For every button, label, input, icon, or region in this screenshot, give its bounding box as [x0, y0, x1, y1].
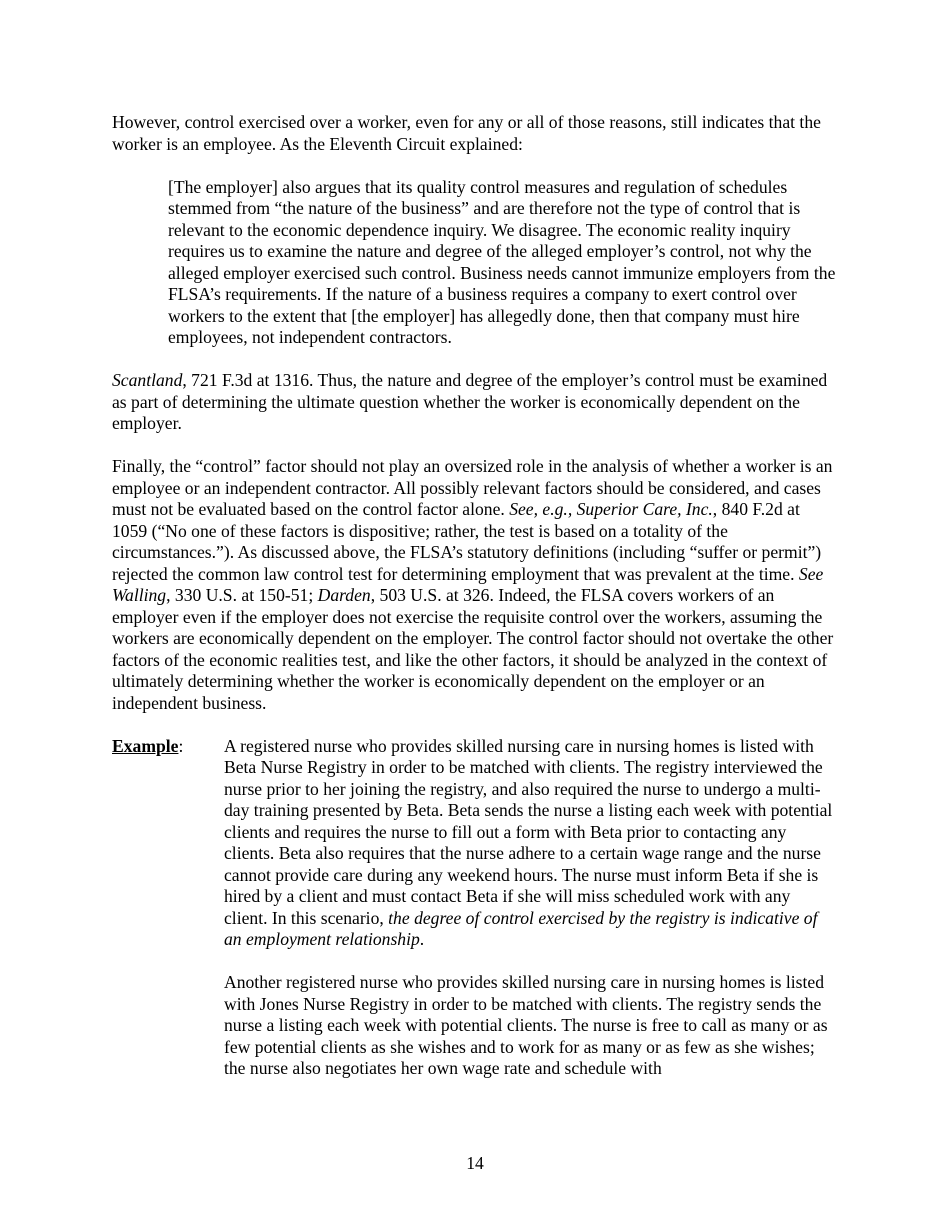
control-factor-text-d: , 503 U.S. at 326. Indeed, the FLSA covers workers of an employer even if the employer does not exercise the requisite control over the workers, assuming the workers are economically dependent on the employer. The control factor should not overtake the other factors of the economic realities test, and like the other factors, it should be analyzed in the context of ultimately determining whether the worker is economically dependent on the employer or an independent business.: [112, 585, 834, 713]
document-page: [112, 112, 838, 1101]
example-beta-text: A registered nurse who provides skilled nursing care in nursing homes is listed with Beta Nurse Registry in order to be matched with clients. The registry interviewed the nurse prior to her joining the registry, and also required the nurse to undergo a multi-day training presented by Beta. Beta sends the nurse a listing each week with potential clients and requires the nurse to fill out a form with Beta prior to contacting any clients. Beta also requires that the nurse adhere to a certain wage range and the nurse cannot provide care during any weekend hours. The nurse must inform Beta if she is hired by a client and must contact Beta if she will miss scheduled work with any client. In this scenario,: [224, 735, 833, 928]
control-factor-text-a: Finally, the “control” factor should not play an oversized role in the analysis of whether a worker is an employee or an independent contractor. All possibly relevant factors should be considered, and cases must not be evaluated based on the control factor alone.: [112, 456, 833, 519]
paragraph-scantland-text: , 721 F.3d at 1316. Thus, the nature and degree of the employer’s control must be examined as part of determining the ultimate question whether the worker is economically dependent on the employer.: [112, 370, 828, 433]
example-block: [112, 736, 838, 1102]
example-beta-end: .: [419, 929, 425, 949]
block-quote-text: [The employer] also argues that its quality control measures and regulation of schedules stemmed from “the nature of the business” and are therefore not the type of control that is relevant to the economic dependence inquiry. We disagree. The economic reality inquiry requires us to examine the nature and degree of the alleged employer’s control, not why the alleged employer exercised such control. Business needs cannot immunize employers from the FLSA’s requirements. If the nature of a business requires a company to exert control over workers to the extent that [the employer] has allegedly done, then that company must hire employees, not independent contractors.: [168, 176, 836, 347]
control-factor-text-b: , 840 F.2d at 1059 (“No one of these factors is dispositive; rather, the test is based on a totality of the circumstances.”). As discussed above, the FLSA’s statutory definitions (including “suffer or permit”) rejected the common law control test for determining employment that was prevalent at the time.: [112, 499, 822, 584]
page-number: [0, 1153, 950, 1175]
example-label-colon: :: [178, 735, 184, 756]
paragraph-intro-text: However, control exercised over a worker, even for any or all of those reasons, still indicates that the worker is an employee. As the Eleventh Circuit explained:: [112, 112, 821, 154]
example-label: [112, 736, 224, 1102]
example-label-text: Example: [112, 735, 179, 756]
citation-darden: Darden: [317, 585, 371, 605]
paragraph-scantland: [112, 370, 838, 435]
example-body: [224, 736, 838, 1102]
example-beta-registry: [224, 736, 838, 951]
example-beta-conclusion: the degree of control exercised by the registry is indicative of an employment relationship: [224, 907, 818, 949]
citation-superior-care: See, e.g., Superior Care, Inc.: [509, 499, 713, 519]
paragraph-intro: [112, 112, 838, 155]
example-jones-text: Another registered nurse who provides skilled nursing care in nursing homes is listed with Jones Nurse Registry in order to be matched with clients. The registry sends the nurse a listing each week with potential clients. The nurse is free to call as many or as few potential clients as she wishes and to work for as many or as few as she wishes; the nurse also negotiates her own wage rate and schedule with: [224, 972, 828, 1078]
example-jones-registry: [224, 972, 838, 1080]
block-quote: [168, 177, 838, 349]
page-number-text: 14: [466, 1153, 484, 1173]
citation-walling: See Walling: [112, 563, 824, 605]
paragraph-control-factor: [112, 456, 838, 714]
control-factor-text-c: , 330 U.S. at 150-51;: [166, 585, 318, 605]
case-citation-scantland: Scantland: [112, 370, 183, 390]
